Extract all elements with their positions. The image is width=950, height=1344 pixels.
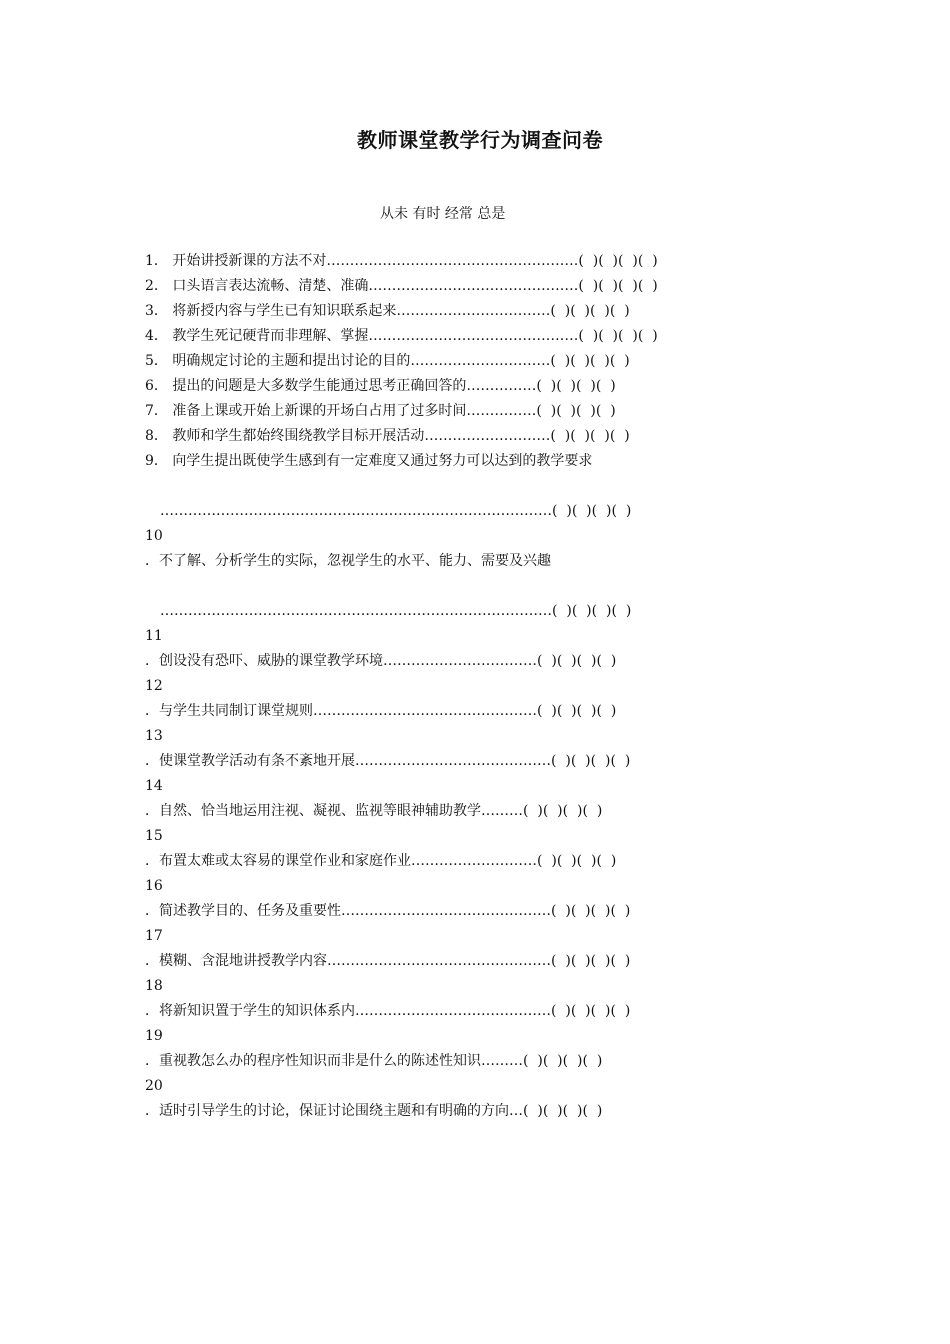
item-text: 教师和学生都始终围绕教学目标开展活动 bbox=[172, 428, 425, 444]
answer-boxes[interactable]: ( )( )( )( ) bbox=[552, 503, 632, 519]
leader-dots: …………………………… bbox=[396, 303, 551, 319]
leader-dots: ………………………………………… bbox=[313, 703, 537, 719]
answer-boxes[interactable]: ( )( )( )( ) bbox=[536, 378, 616, 394]
item-text: ．重视教怎么办的程序性知识而非是什么的陈述性知识 bbox=[145, 1053, 481, 1069]
item-number: 17 bbox=[145, 928, 163, 944]
list-item bbox=[145, 702, 616, 720]
list-item bbox=[145, 1052, 602, 1070]
list-item bbox=[145, 427, 630, 445]
leader-dots: …………………………… bbox=[383, 653, 537, 669]
leader-dots: ……… bbox=[481, 803, 523, 819]
answer-boxes[interactable]: ( )( )( )( ) bbox=[550, 428, 630, 444]
leader-dots: ……………………… bbox=[424, 428, 551, 444]
item-text: ．自然、恰当地运用注视、凝视、监视等眼神辅助教学 bbox=[145, 803, 481, 819]
list-item bbox=[145, 327, 658, 345]
answer-boxes[interactable]: ( )( )( )( ) bbox=[552, 603, 632, 619]
leader-dots: ………………………………………………………………………… bbox=[160, 603, 552, 619]
item-text: 开始讲授新课的方法不对 bbox=[172, 253, 327, 269]
answer-boxes[interactable]: ( )( )( )( ) bbox=[578, 328, 658, 344]
item-number: 10 bbox=[145, 528, 163, 544]
leader-dots: …………………………………… bbox=[355, 1003, 551, 1019]
answer-boxes[interactable]: ( )( )( )( ) bbox=[523, 803, 603, 819]
answer-boxes[interactable]: ( )( )( )( ) bbox=[537, 653, 617, 669]
list-item bbox=[145, 377, 616, 395]
item-number: 5． bbox=[145, 353, 168, 369]
list-item bbox=[145, 802, 602, 820]
leader-dots: ……………………………………… bbox=[341, 903, 551, 919]
list-item bbox=[145, 652, 616, 670]
item-text: ．简述教学目的、任务及重要性 bbox=[145, 903, 341, 919]
answer-boxes[interactable]: ( )( )( )( ) bbox=[536, 403, 616, 419]
leader-dots: …………………………………… bbox=[355, 753, 551, 769]
item-text: 口头语言表达流畅、清楚、准确 bbox=[172, 278, 369, 294]
item-number: 19 bbox=[145, 1028, 163, 1044]
list-item bbox=[145, 952, 630, 970]
item-text: ．适时引导学生的讨论，保证讨论围绕主题和有明确的方向 bbox=[145, 1103, 509, 1119]
item-number: 4． bbox=[145, 328, 168, 344]
item-text: 教学生死记硬背而非理解、掌握 bbox=[172, 328, 369, 344]
item-number: 1． bbox=[145, 253, 168, 269]
answer-boxes[interactable]: ( )( )( )( ) bbox=[551, 903, 631, 919]
list-item-continuation bbox=[160, 602, 631, 620]
leader-dots: ……… bbox=[481, 1053, 523, 1069]
leader-dots: …………… bbox=[466, 378, 537, 394]
item-number: 16 bbox=[145, 878, 163, 894]
page-title: 教师课堂教学行为调查问卷 bbox=[357, 128, 603, 152]
item-number: 8． bbox=[145, 428, 168, 444]
item-text: ．模糊、含混地讲授教学内容 bbox=[145, 953, 327, 969]
item-text: 提出的问题是大多数学生能通过思考正确回答的 bbox=[172, 378, 467, 394]
answer-boxes[interactable]: ( )( )( )( ) bbox=[551, 1003, 631, 1019]
answer-boxes[interactable]: ( )( )( )( ) bbox=[523, 1053, 603, 1069]
item-text: ．与学生共同制订课堂规则 bbox=[145, 703, 313, 719]
answer-boxes[interactable]: ( )( )( )( ) bbox=[578, 278, 658, 294]
list-item bbox=[145, 902, 630, 920]
list-item bbox=[145, 852, 616, 870]
item-text: ．布置太难或太容易的课堂作业和家庭作业 bbox=[145, 853, 411, 869]
leader-dots: ………………………… bbox=[410, 353, 551, 369]
list-item bbox=[145, 352, 630, 370]
leader-dots: ……………………………………………… bbox=[326, 253, 579, 269]
item-number: 18 bbox=[145, 978, 163, 994]
answer-boxes[interactable]: ( )( )( )( ) bbox=[523, 1103, 603, 1119]
leader-dots: ……………………… bbox=[411, 853, 537, 869]
list-item bbox=[145, 1002, 630, 1020]
item-number: 13 bbox=[145, 728, 163, 744]
answer-boxes[interactable]: ( )( )( )( ) bbox=[537, 853, 617, 869]
list-item bbox=[145, 277, 658, 295]
leader-dots: … bbox=[509, 1103, 523, 1119]
item-number: 11 bbox=[145, 628, 163, 644]
list-item bbox=[145, 402, 616, 420]
leader-dots: ………………………………………… bbox=[327, 953, 551, 969]
list-item bbox=[145, 1102, 602, 1120]
item-number: 9． bbox=[145, 453, 168, 469]
item-text: ．创设没有恐吓、威胁的课堂教学环境 bbox=[145, 653, 383, 669]
answer-boxes[interactable]: ( )( )( )( ) bbox=[551, 753, 631, 769]
leader-dots: ………………………………………………………………………… bbox=[160, 503, 552, 519]
list-item bbox=[145, 252, 658, 270]
item-text: 向学生提出既使学生感到有一定难度又通过努力可以达到的教学要求 bbox=[172, 453, 593, 469]
item-number: 15 bbox=[145, 828, 163, 844]
item-number: 6． bbox=[145, 378, 168, 394]
item-text: ．将新知识置于学生的知识体系内 bbox=[145, 1003, 355, 1019]
item-text: 明确规定讨论的主题和提出讨论的目的 bbox=[172, 353, 411, 369]
item-number: 3． bbox=[145, 303, 168, 319]
item-text: ．使课堂教学活动有条不紊地开展 bbox=[145, 753, 355, 769]
item-text: 准备上课或开始上新课的开场白占用了过多时间 bbox=[172, 403, 467, 419]
item-number: 2． bbox=[145, 278, 168, 294]
list-item-continuation bbox=[160, 502, 631, 520]
item-number: 7． bbox=[145, 403, 168, 419]
list-item bbox=[145, 752, 630, 770]
item-text: ．不了解、分析学生的实际，忽视学生的水平、能力、需要及兴趣 bbox=[145, 553, 551, 569]
scale-header: 从未 有时 经常 总是 bbox=[380, 206, 506, 222]
list-item bbox=[145, 302, 630, 320]
item-number: 20 bbox=[145, 1078, 163, 1094]
leader-dots: ……………………………………… bbox=[368, 278, 579, 294]
leader-dots: …………… bbox=[466, 403, 537, 419]
answer-boxes[interactable]: ( )( )( )( ) bbox=[578, 253, 658, 269]
list-item bbox=[145, 452, 592, 470]
answer-boxes[interactable]: ( )( )( )( ) bbox=[550, 353, 630, 369]
item-text: 将新授内容与学生已有知识联系起来 bbox=[172, 303, 397, 319]
item-number: 14 bbox=[145, 778, 163, 794]
answer-boxes[interactable]: ( )( )( )( ) bbox=[537, 703, 617, 719]
item-number: 12 bbox=[145, 678, 163, 694]
leader-dots: ……………………………………… bbox=[368, 328, 579, 344]
answer-boxes[interactable]: ( )( )( )( ) bbox=[550, 303, 630, 319]
answer-boxes[interactable]: ( )( )( )( ) bbox=[551, 953, 631, 969]
